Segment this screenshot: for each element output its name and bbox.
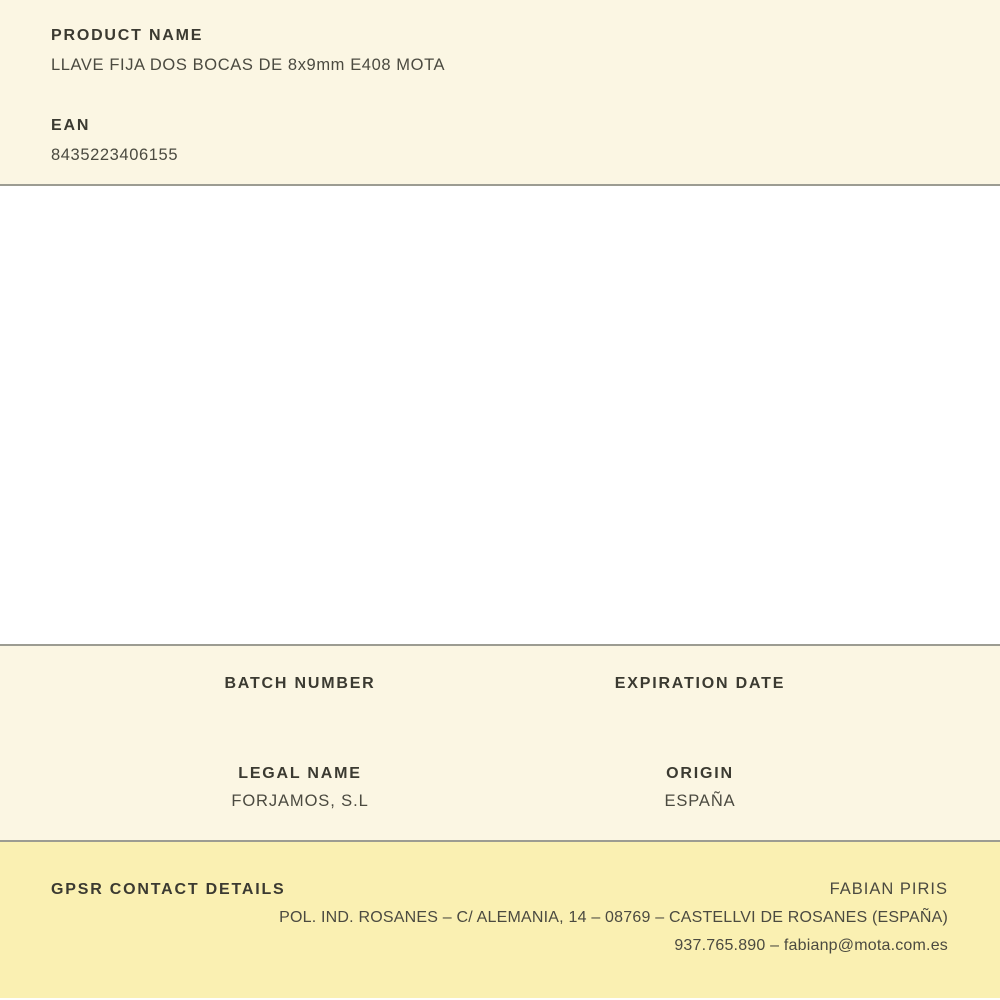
gpsr-header-row bbox=[51, 880, 948, 899]
ean-value: 8435223406155 bbox=[51, 146, 179, 164]
legal-origin-row bbox=[100, 764, 900, 811]
gpsr-contact-label: GPSR CONTACT DETAILS bbox=[51, 881, 286, 898]
gpsr-contact-section bbox=[0, 840, 1000, 998]
batch-number-label: BATCH NUMBER bbox=[224, 675, 376, 692]
product-name-field bbox=[51, 26, 949, 75]
legal-name-label: LEGAL NAME bbox=[238, 765, 362, 782]
ean-field bbox=[51, 116, 949, 165]
expiration-date-label: EXPIRATION DATE bbox=[614, 675, 786, 692]
contact-phone-email: 937.765.890 – fabianp@mota.com.es bbox=[674, 937, 948, 954]
product-header-section bbox=[0, 0, 1000, 186]
product-name-value: LLAVE FIJA DOS BOCAS DE 8x9mm E408 MOTA bbox=[51, 56, 446, 74]
batch-expiration-row bbox=[100, 674, 900, 693]
contact-person-name: FABIAN PIRIS bbox=[829, 880, 948, 898]
legal-name-field bbox=[100, 764, 500, 811]
expiration-date-field bbox=[500, 674, 900, 693]
origin-label: ORIGIN bbox=[666, 765, 734, 782]
origin-field bbox=[500, 764, 900, 811]
origin-value: ESPAÑA bbox=[664, 792, 736, 810]
product-details-section bbox=[0, 644, 1000, 840]
contact-address: POL. IND. ROSANES – C/ ALEMANIA, 14 – 08769 – CASTELLVI DE ROSANES (ESPAÑA) bbox=[279, 909, 948, 926]
legal-name-value: FORJAMOS, S.L bbox=[231, 792, 369, 810]
batch-number-field bbox=[100, 674, 500, 693]
ean-label: EAN bbox=[51, 117, 91, 134]
product-name-label: PRODUCT NAME bbox=[51, 27, 204, 44]
product-image-placeholder bbox=[0, 186, 1000, 644]
